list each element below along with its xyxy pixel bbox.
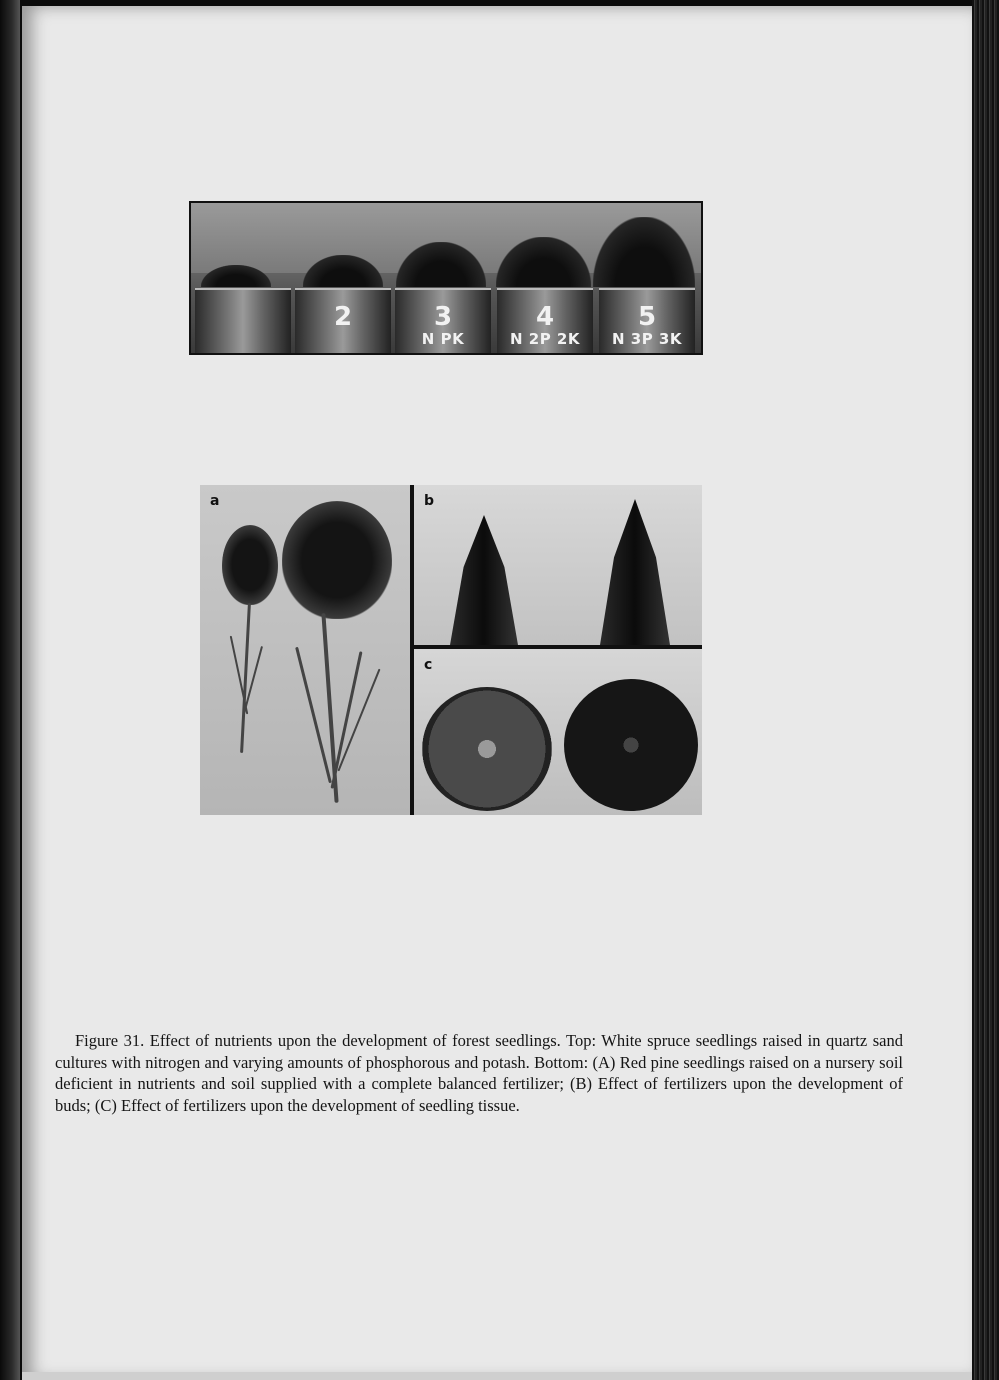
book-gutter xyxy=(0,0,20,1380)
pot-1 xyxy=(195,288,291,355)
page-bottom-edge xyxy=(22,1372,972,1380)
pot-5 xyxy=(599,288,695,355)
bud-fertilized xyxy=(600,499,670,645)
figure-caption: Figure 31. Effect of nutrients upon the development of forest seedlings. Top: White spruce seedlings raised in quartz sand cultures with nitrogen and varying amounts of phosphorous and potash. Bottom: (A) Red pine seedlings raised on a nursery soil deficient in nutrients and soil supplied with a complete balanced fertilizer; (B) Effect of fertilizers upon the development of buds; (C) Effect of fertilizers upon the development of seedling tissue. xyxy=(55,1031,903,1115)
figure-bottom-photo xyxy=(200,485,702,815)
seedling-clump-4 xyxy=(496,237,591,287)
pot-number: 5 xyxy=(637,302,657,332)
page-stack-edge xyxy=(972,0,999,1380)
seedling-clump-2 xyxy=(303,255,383,287)
pot-treatment: N 2P 2K xyxy=(510,330,580,348)
seedling-clump-1 xyxy=(201,265,271,287)
seedling-clump-3 xyxy=(396,242,486,287)
figure-top-photo xyxy=(189,201,703,355)
pot-number: 4 xyxy=(535,302,555,332)
small-seedling-root xyxy=(240,603,251,753)
panel-letter: c xyxy=(424,657,433,673)
pot-2 xyxy=(295,288,391,355)
tissue-section-fertilized xyxy=(564,679,698,811)
pot-3 xyxy=(395,288,491,355)
seedling-clump-5 xyxy=(593,217,695,287)
panel-c-tissue xyxy=(414,649,702,815)
pot-treatment: N 3P 3K xyxy=(612,330,682,348)
bud-unfertilized xyxy=(450,515,518,645)
pot-treatment: N PK xyxy=(421,330,465,348)
panel-b-buds xyxy=(414,485,702,645)
pot-4 xyxy=(497,288,593,355)
pot-number: 2 xyxy=(333,302,353,332)
small-seedling-crown xyxy=(222,525,278,605)
panel-letter: b xyxy=(424,493,435,509)
panel-letter: a xyxy=(210,493,220,509)
large-seedling-crown xyxy=(282,501,392,619)
panel-a-seedlings xyxy=(200,485,410,815)
pot-number: 3 xyxy=(433,302,453,332)
tissue-section-unfertilized xyxy=(422,687,552,811)
